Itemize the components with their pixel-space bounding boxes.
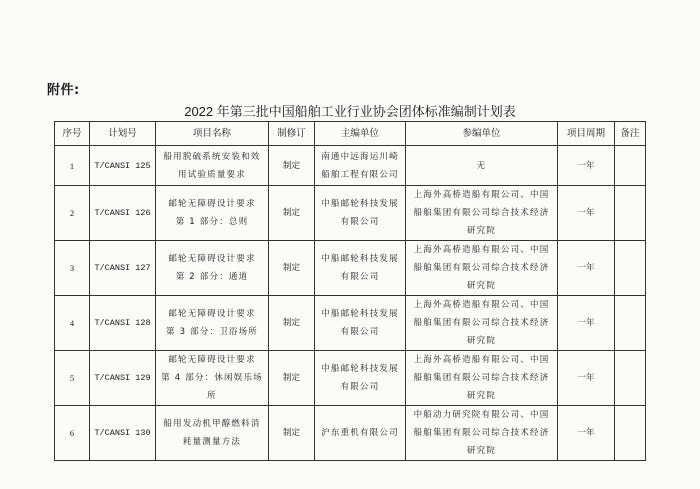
cell-type: 制定 [269,351,315,406]
lead-unit-text: 中船邮轮科技发展有限公司 [321,254,399,282]
header-project-name: 项目名称 [156,122,269,146]
cell-seq: 1 [55,146,90,186]
lead-unit-text: 沪东重机有限公司 [321,428,399,438]
cell-remark [615,406,646,461]
cell-project-name [156,406,269,461]
cell-period: 一年 [558,146,615,186]
participants-text: 中船动力研究院有限公司、中国船舶集团有限公司综合技术经济研究院 [413,410,550,456]
participants-text: 上海外高桥造船有限公司、中国船舶集团有限公司综合技术经济研究院 [413,300,550,346]
project-name-text: 船用发动机甲醇燃料消耗量测量方法 [163,419,261,447]
cell-seq: 3 [55,241,90,296]
cell-plan-no: T/CANSI 125 [90,146,156,186]
cell-type: 制定 [269,146,315,186]
participants-text: 上海外高桥造船有限公司、中国船舶集团有限公司综合技术经济研究院 [413,190,550,236]
cell-type: 制定 [269,296,315,351]
project-name-text: 邮轮无障碍设计要求 第 4 部分：休闲娱乐场所 [161,355,266,401]
cell-participants [406,186,558,241]
cell-remark [615,241,646,296]
cell-plan-no: T/CANSI 127 [90,241,156,296]
header-type: 制修订 [269,122,315,146]
cell-participants [406,406,558,461]
cell-lead-unit [315,406,406,461]
page-title: 2022 年第三批中国船舶工业行业协会团体标准编制计划表 [184,104,516,119]
table-row [55,146,646,186]
cell-period: 一年 [558,296,615,351]
cell-lead-unit [315,296,406,351]
header-lead-unit: 主编单位 [315,122,406,146]
cell-project-name [156,296,269,351]
cell-project-name [156,186,269,241]
cell-type: 制定 [269,186,315,241]
cell-project-name [156,146,269,186]
lead-unit-text: 中船邮轮科技发展有限公司 [321,364,399,392]
table-row [55,241,646,296]
attachment-label: 附件: [47,83,80,98]
project-name-text: 邮轮无障碍设计要求 第 2 部分：通道 [168,254,266,282]
cell-participants [406,146,558,186]
cell-seq: 6 [55,406,90,461]
project-name-text: 邮轮无障碍设计要求 第 1 部分：总则 [168,199,266,227]
cell-remark [615,146,646,186]
cell-project-name [156,351,269,406]
cell-remark [615,186,646,241]
table-header-row [55,122,646,146]
cell-project-name [156,241,269,296]
lead-unit-text: 南通中远海运川崎船舶工程有限公司 [321,151,399,180]
participants-text: 无 [476,160,487,171]
table-row [55,406,646,461]
cell-plan-no: T/CANSI 129 [90,351,156,406]
cell-plan-no: T/CANSI 130 [90,406,156,461]
lead-unit-text: 中船邮轮科技发展有限公司 [321,309,399,337]
project-name-text: 邮轮无障碍设计要求 第 3 部分：卫浴场所 [165,309,266,337]
lead-unit-text: 中船邮轮科技发展有限公司 [321,199,399,227]
header-seq: 序号 [55,122,90,146]
cell-type: 制定 [269,406,315,461]
cell-lead-unit [315,186,406,241]
participants-text: 上海外高桥造船有限公司、中国船舶集团有限公司综合技术经济研究院 [413,245,550,291]
table-row [55,296,646,351]
cell-plan-no: T/CANSI 128 [90,296,156,351]
cell-lead-unit [315,241,406,296]
cell-lead-unit [315,351,406,406]
cell-remark [615,351,646,406]
project-name-text: 船用脱硫系统安装和效用试验质量要求 [163,151,261,180]
cell-plan-no: T/CANSI 126 [90,186,156,241]
cell-remark [615,296,646,351]
cell-period: 一年 [558,351,615,406]
table-row [55,186,646,241]
header-remark: 备注 [615,122,646,146]
cell-participants [406,296,558,351]
table-row [55,351,646,406]
header-plan-no: 计划号 [90,122,156,146]
participants-text: 上海外高桥造船有限公司、中国船舶集团有限公司综合技术经济研究院 [413,355,550,401]
header-participants: 参编单位 [406,122,558,146]
cell-type: 制定 [269,241,315,296]
cell-period: 一年 [558,406,615,461]
plan-table [54,121,646,461]
cell-seq: 5 [55,351,90,406]
cell-lead-unit [315,146,406,186]
cell-participants [406,241,558,296]
cell-period: 一年 [558,241,615,296]
cell-participants [406,351,558,406]
cell-period: 一年 [558,186,615,241]
header-period: 项目周期 [558,122,615,146]
cell-seq: 2 [55,186,90,241]
cell-seq: 4 [55,296,90,351]
